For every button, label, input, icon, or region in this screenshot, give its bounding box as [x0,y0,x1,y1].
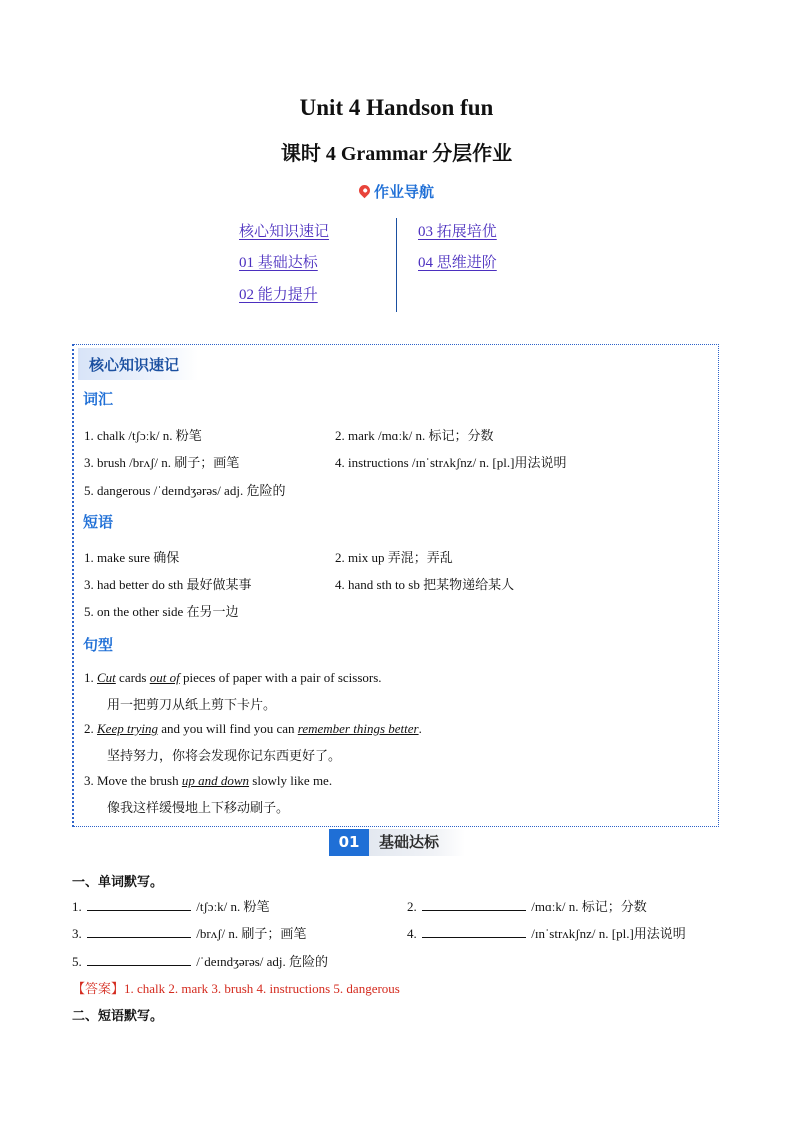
answer-blank[interactable] [87,953,191,966]
vocab-item: 1. chalk /tʃɔːk/ n. 粉笔 [84,428,202,443]
core-box-title: 核心知识速记 [89,356,180,374]
nav-divider [396,218,397,312]
answer-line [72,978,400,997]
phrase-heading: 短语 [83,513,114,531]
phrase-item: 3. had better do sth 最好做某事 [84,577,252,592]
level-01-badge-number: 01 [329,829,369,856]
nav-heading [0,181,793,202]
fill-item-5: 5. /ˈdeɪndʒərəs/ adj. 危险的 [72,954,329,969]
fill-item-2: 2. /mɑːk/ n. 标记；分数 [407,899,647,914]
fill-item-3: 3. /brʌʃ/ n. 刷子；画笔 [72,926,307,941]
vocab-item: 4. instructions /ɪnˈstrʌkʃnz/ n. [pl.]用法说明 [335,455,567,470]
answer-blank[interactable] [422,925,526,938]
document-title: Unit 4 Handson fun [299,95,494,120]
nav-link-03[interactable]: 03 拓展培优 [418,224,497,240]
nav-link-core[interactable]: 核心知识速记 [239,224,330,240]
question-2-heading: 二、短语默写。 [72,1009,164,1024]
answer-text: 1. chalk 2. mark 3. brush 4. instructions 5. dangerous [124,981,400,996]
answer-blank[interactable] [422,898,526,911]
question-1-heading: 一、单词默写。 [72,875,164,890]
nav-link-01[interactable]: 01 基础达标 [239,255,318,271]
phrase-item: 4. hand sth to sb 把某物递给某人 [335,577,515,592]
level-01-badge-label: 基础达标 [369,829,465,856]
sentence-3-translation: 像我这样缓慢地上下移动刷子。 [107,800,290,815]
document-subtitle: 课时 4 Grammar 分层作业 [280,143,513,165]
nav-heading-label: 作业导航 [373,183,434,201]
sentence-3: 3. Move the brush up and down slowly like me. [84,773,333,788]
fill-item-1: 1. /tʃɔːk/ n. 粉笔 [72,899,270,914]
answer-tag: 【答案】 [72,981,125,996]
phrase-item: 5. on the other side 在另一边 [84,604,239,619]
nav-link-02[interactable]: 02 能力提升 [239,287,318,303]
answer-blank[interactable] [87,898,191,911]
fill-item-4: 4. /ɪnˈstrʌkʃnz/ n. [pl.]用法说明 [407,926,686,941]
sentence-heading: 句型 [83,636,114,654]
nav-link-04[interactable]: 04 思维进阶 [418,255,497,271]
sentence-2: 2. Keep trying and you will find you can remember things better. [84,721,422,736]
answer-blank[interactable] [87,925,191,938]
sentence-1-translation: 用一把剪刀从纸上剪下卡片。 [107,697,277,712]
phrase-item: 2. mix up 弄混；弄乱 [335,550,453,565]
vocab-item: 2. mark /mɑːk/ n. 标记；分数 [335,428,494,443]
vocab-item: 5. dangerous /ˈdeɪndʒərəs/ adj. 危险的 [84,483,286,498]
vocab-heading: 词汇 [83,390,114,408]
location-pin-icon [357,183,373,199]
vocab-item: 3. brush /brʌʃ/ n. 刷子；画笔 [84,455,240,470]
phrase-item: 1. make sure 确保 [84,550,180,565]
sentence-2-translation: 坚持努力，你将会发现你记东西更好了。 [107,748,342,763]
sentence-1: 1. Cut cards out of pieces of paper with a pair of scissors. [84,670,382,685]
